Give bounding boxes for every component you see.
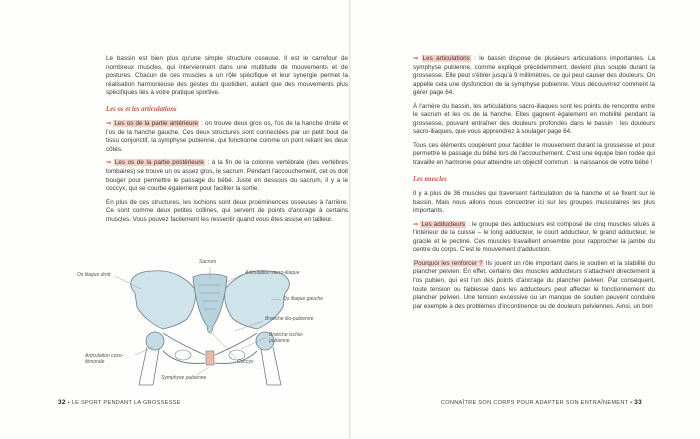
anterior-bones-paragraph xyxy=(106,120,348,154)
section-heading-muscles: Les muscles xyxy=(413,175,447,183)
highlight-posterior: Les os de la partie postérieure xyxy=(114,159,204,167)
label-branche-ilio-pubienne: Branche ilio-pubienne xyxy=(265,316,314,322)
joints-paragraph xyxy=(413,55,655,98)
page-number-left: 32 xyxy=(58,399,66,406)
arrow-icon: ⇒ xyxy=(413,55,419,62)
anterior-text: : on trouve deux gros os, l'os de la hanche droite et l'os de la hanche gauche. Ces deux structures sont connectées par un petit bout de tissu conjonctif, la symphyse pubienne, qui fonctionne comme un pont reliant les deux côtés. xyxy=(106,120,348,153)
label-branche-ischio-pubienne: Branche ischio-pubienne xyxy=(269,332,304,344)
arrow-icon: ⇒ xyxy=(106,120,112,128)
running-title-left: • LE SPORT PENDANT LA GROSSESSE xyxy=(67,400,181,406)
posterior-text: : à la fin de la colonne vertébrale (des vertèbres lombaires) se trouve un os assez gros, le sacrum. Pendant l'accouchement, cet os doit bouger pour permettre le passage du bébé. Juste en dessous du sacrum, il y a le coccyx, qui se courbe également pour faciliter la sortie. xyxy=(106,159,348,193)
cooperation-paragraph: Tous ces éléments coopèrent pour faciliter le mouvement durant la grossesse et pour permettre le passage du bébé lors de l'accouchement. C'est une équipe bien rodée qui travaille en harmonie pour atteindre un objectif commun : la naissance de votre bébé ! xyxy=(413,141,655,167)
intro-paragraph: Le bassin est bien plus qu'une simple structure osseuse. Il est le carrefour de nombreux muscles, qui interviennent dans une multitude de mouvements et de postures. Chacun de ces muscles a un rôle spécifique et leur synergie permet la réalisation harmonieuse des gestes du quotidien, autant que des mouvements plus spécifiques liés à votre pratique sportive. xyxy=(106,55,348,97)
left-footer xyxy=(58,399,181,406)
page-number-right: 33 xyxy=(634,399,642,406)
arrow-icon: ⇒ xyxy=(413,220,419,228)
ischions-paragraph: En plus de ces structures, les ischions sont deux proéminences osseuses à l'arrière. Ce sont comme deux petites collines, qui servent de points d'ancrage à certains muscles. Vous pouvez facilement les ressentir quand vous êtes assise en tailleur. xyxy=(106,198,348,223)
arrow-icon: ⇒ xyxy=(106,159,112,167)
running-title-right: CONNAÎTRE SON CORPS POUR ADAPTER SON ENTRAÎNEMENT • xyxy=(440,400,633,406)
highlight-pourquoi: Pourquoi les renforcer ? xyxy=(414,259,483,267)
right-text-column xyxy=(413,55,655,316)
sacroiliac-paragraph: À l'arrière du bassin, les articulations sacro-iliaques sont les points de rencontre entre le sacrum et les os de la hanche. Elles gagnent également en mobilité pendant la grossesse, pouvant entraîner des douleurs profondes dans le bassin : les douleurs sacro-iliaques, que vous apprendrez à soulager page 64. xyxy=(413,102,655,136)
why-strengthen-paragraph xyxy=(413,260,655,311)
adductors-text: : le groupe des adducteurs est composé de cinq muscles situés à l'intérieur de la cuisse – le long adducteur, le court adducteur, le grand adducteur, le gracile et le pectiné. Ces muscles travaillent ensemble pour rapprocher la jambe du centre du corps. C'est le mouvement d'adduction. xyxy=(413,220,656,254)
why-strengthen-text: Ils jouent un rôle important dans le soutien et la stabilité du plancher pelvien. En effet, certains des muscles adducteurs s'attachent directement à l'os pubien, qui est l'un des points d'ancrage du plancher pelvien. Par conséquent, toute tension ou faiblesse dans les adducteurs peut affecter le fonctionnement du plancher pelvien. Une tension excessive ou un manque de soutien peuvent conduire par exemple à des problèmes d'incontinence ou de douleurs pelviennes. Ainsi, un bon xyxy=(413,259,655,310)
muscles-intro-paragraph: Il y a plus de 36 muscles qui traversent l'articulation de la hanche et se fixent sur le bassin. Mais nous allons nous concentrer ici sur les groupes musculaires les plus importants. xyxy=(413,190,655,215)
label-symphyse-pubienne: Symphyse pubienne xyxy=(161,375,207,381)
highlight-articulations: Les articulations xyxy=(422,55,470,62)
label-os-iliaque-gauche: Os iliaque gauche xyxy=(283,296,324,302)
posterior-bones-paragraph xyxy=(106,159,348,193)
right-footer xyxy=(441,399,642,406)
adductors-paragraph xyxy=(413,221,655,255)
joints-text: : le bassin dispose de plusieurs articulations importantes. La symphyse pubienne, comme expliqué précédemment, devient plus souple durant la grossesse. Elle peut s'étirer jusqu'à 9 millimètres, ce qui peut causer des douleurs. On appelle cela une dysfonction de la symphyse pubienne. Vous découvrirez comment la gérer page 64. xyxy=(413,55,655,97)
label-sacrum: Sacrum xyxy=(199,259,217,265)
pelvis-illustration xyxy=(75,259,345,391)
label-articulation-sacro-iliaque: Articulation sacro-iliaque xyxy=(245,270,300,276)
highlight-anterior: Les os de la partie antérieure xyxy=(114,120,198,128)
highlight-adducteurs: Les adducteurs xyxy=(421,220,465,228)
left-page xyxy=(0,0,349,439)
label-articulation-coxo-femorale: Articulation coxo-fémorale xyxy=(85,353,124,365)
label-coccyx: Coccyx xyxy=(237,359,254,365)
section-heading-bones: Les os et les articulations xyxy=(106,105,177,113)
label-os-iliaque-droit: Os iliaque droit xyxy=(77,272,111,278)
pelvis-drawing xyxy=(75,263,345,391)
left-text-column xyxy=(106,55,348,229)
